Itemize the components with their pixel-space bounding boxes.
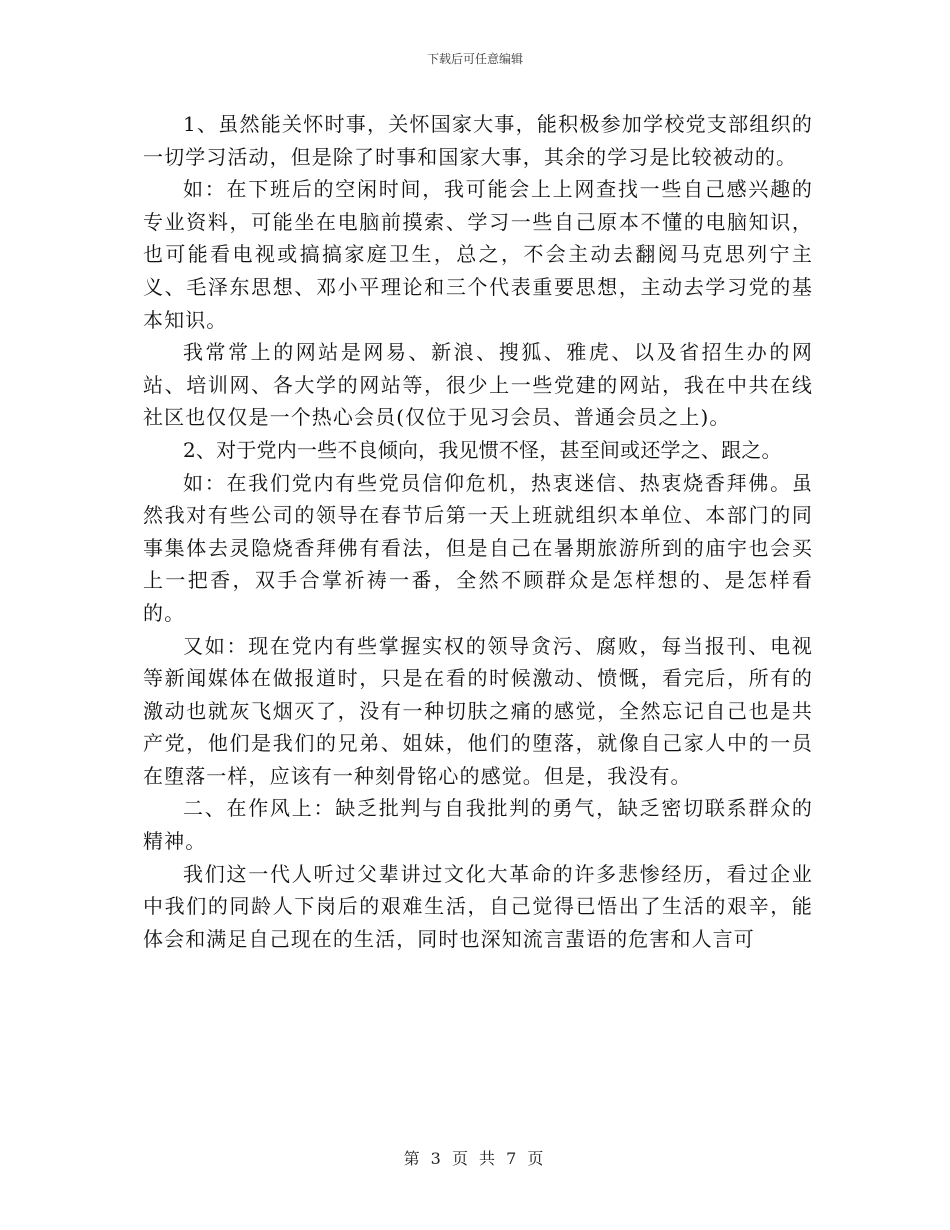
paragraph: 我们这一代人听过父辈讲过文化大革命的许多悲惨经历，看过企业中我们的同龄人下岗后的艰难生活，自己觉得已悟出了生活的艰辛，能体会和满足自己现在的生活，同时也深知流言蜚语的危害和人言可 [143, 861, 813, 951]
paragraph: 如：在我们党内有些党员信仰危机，热衷迷信、热衷烧香拜佛。虽然我对有些公司的领导在春节后第一天上班就组织本单位、本部门的同事集体去灵隐烧香拜佛有看法，但是自己在暑期旅游所到的庙宇也会买上一把香，双手合掌祈祷一番，全然不顾群众是怎样想的、是怎样看的。 [143, 470, 813, 625]
page-header: 下载后可任意编辑 [426, 52, 523, 66]
page-footer: 第 3 页 共 7 页 [403, 1149, 547, 1168]
paragraph: 二、在作风上：缺乏批判与自我批判的勇气，缺乏密切联系群众的精神。 [143, 796, 813, 854]
paragraph: 我常常上的网站是网易、新浪、搜狐、雅虎、以及省招生办的网站、培训网、各大学的网站等，很少上一些党建的网站，我在中共在线社区也仅仅是一个热心会员(仅位于见习会员、普通会员之上)。 [143, 340, 813, 430]
paragraph: 如：在下班后的空闲时间，我可能会上上网查找一些自己感兴趣的专业资料，可能坐在电脑前摸索、学习一些自己原本不懂的电脑知识，也可能看电视或搞搞家庭卫生，总之，不会主动去翻阅马克思列宁主义、毛泽东思想、邓小平理论和三个代表重要思想，主动去学习党的基本知识。 [143, 177, 813, 332]
paragraph: 2、对于党内一些不良倾向，我见惯不怪，甚至间或还学之、跟之。 [183, 437, 782, 462]
document-body [143, 108, 813, 955]
paragraph: 又如：现在党内有些掌握实权的领导贪污、腐败，每当报刊、电视等新闻媒体在做报道时，只是在看的时候激动、愤慨，看完后，所有的激动也就灰飞烟灭了，没有一种切肤之痛的感觉，全然忘记自己也是共产党，他们是我们的兄弟、姐妹，他们的堕落，就像自己家人中的一员在堕落一样，应该有一种刻骨铭心的感觉。但是，我没有。 [143, 633, 813, 788]
paragraph: 1、虽然能关怀时事，关怀国家大事，能积极参加学校党支部组织的一切学习活动，但是除了时事和国家大事，其余的学习是比较被动的。 [143, 112, 813, 169]
